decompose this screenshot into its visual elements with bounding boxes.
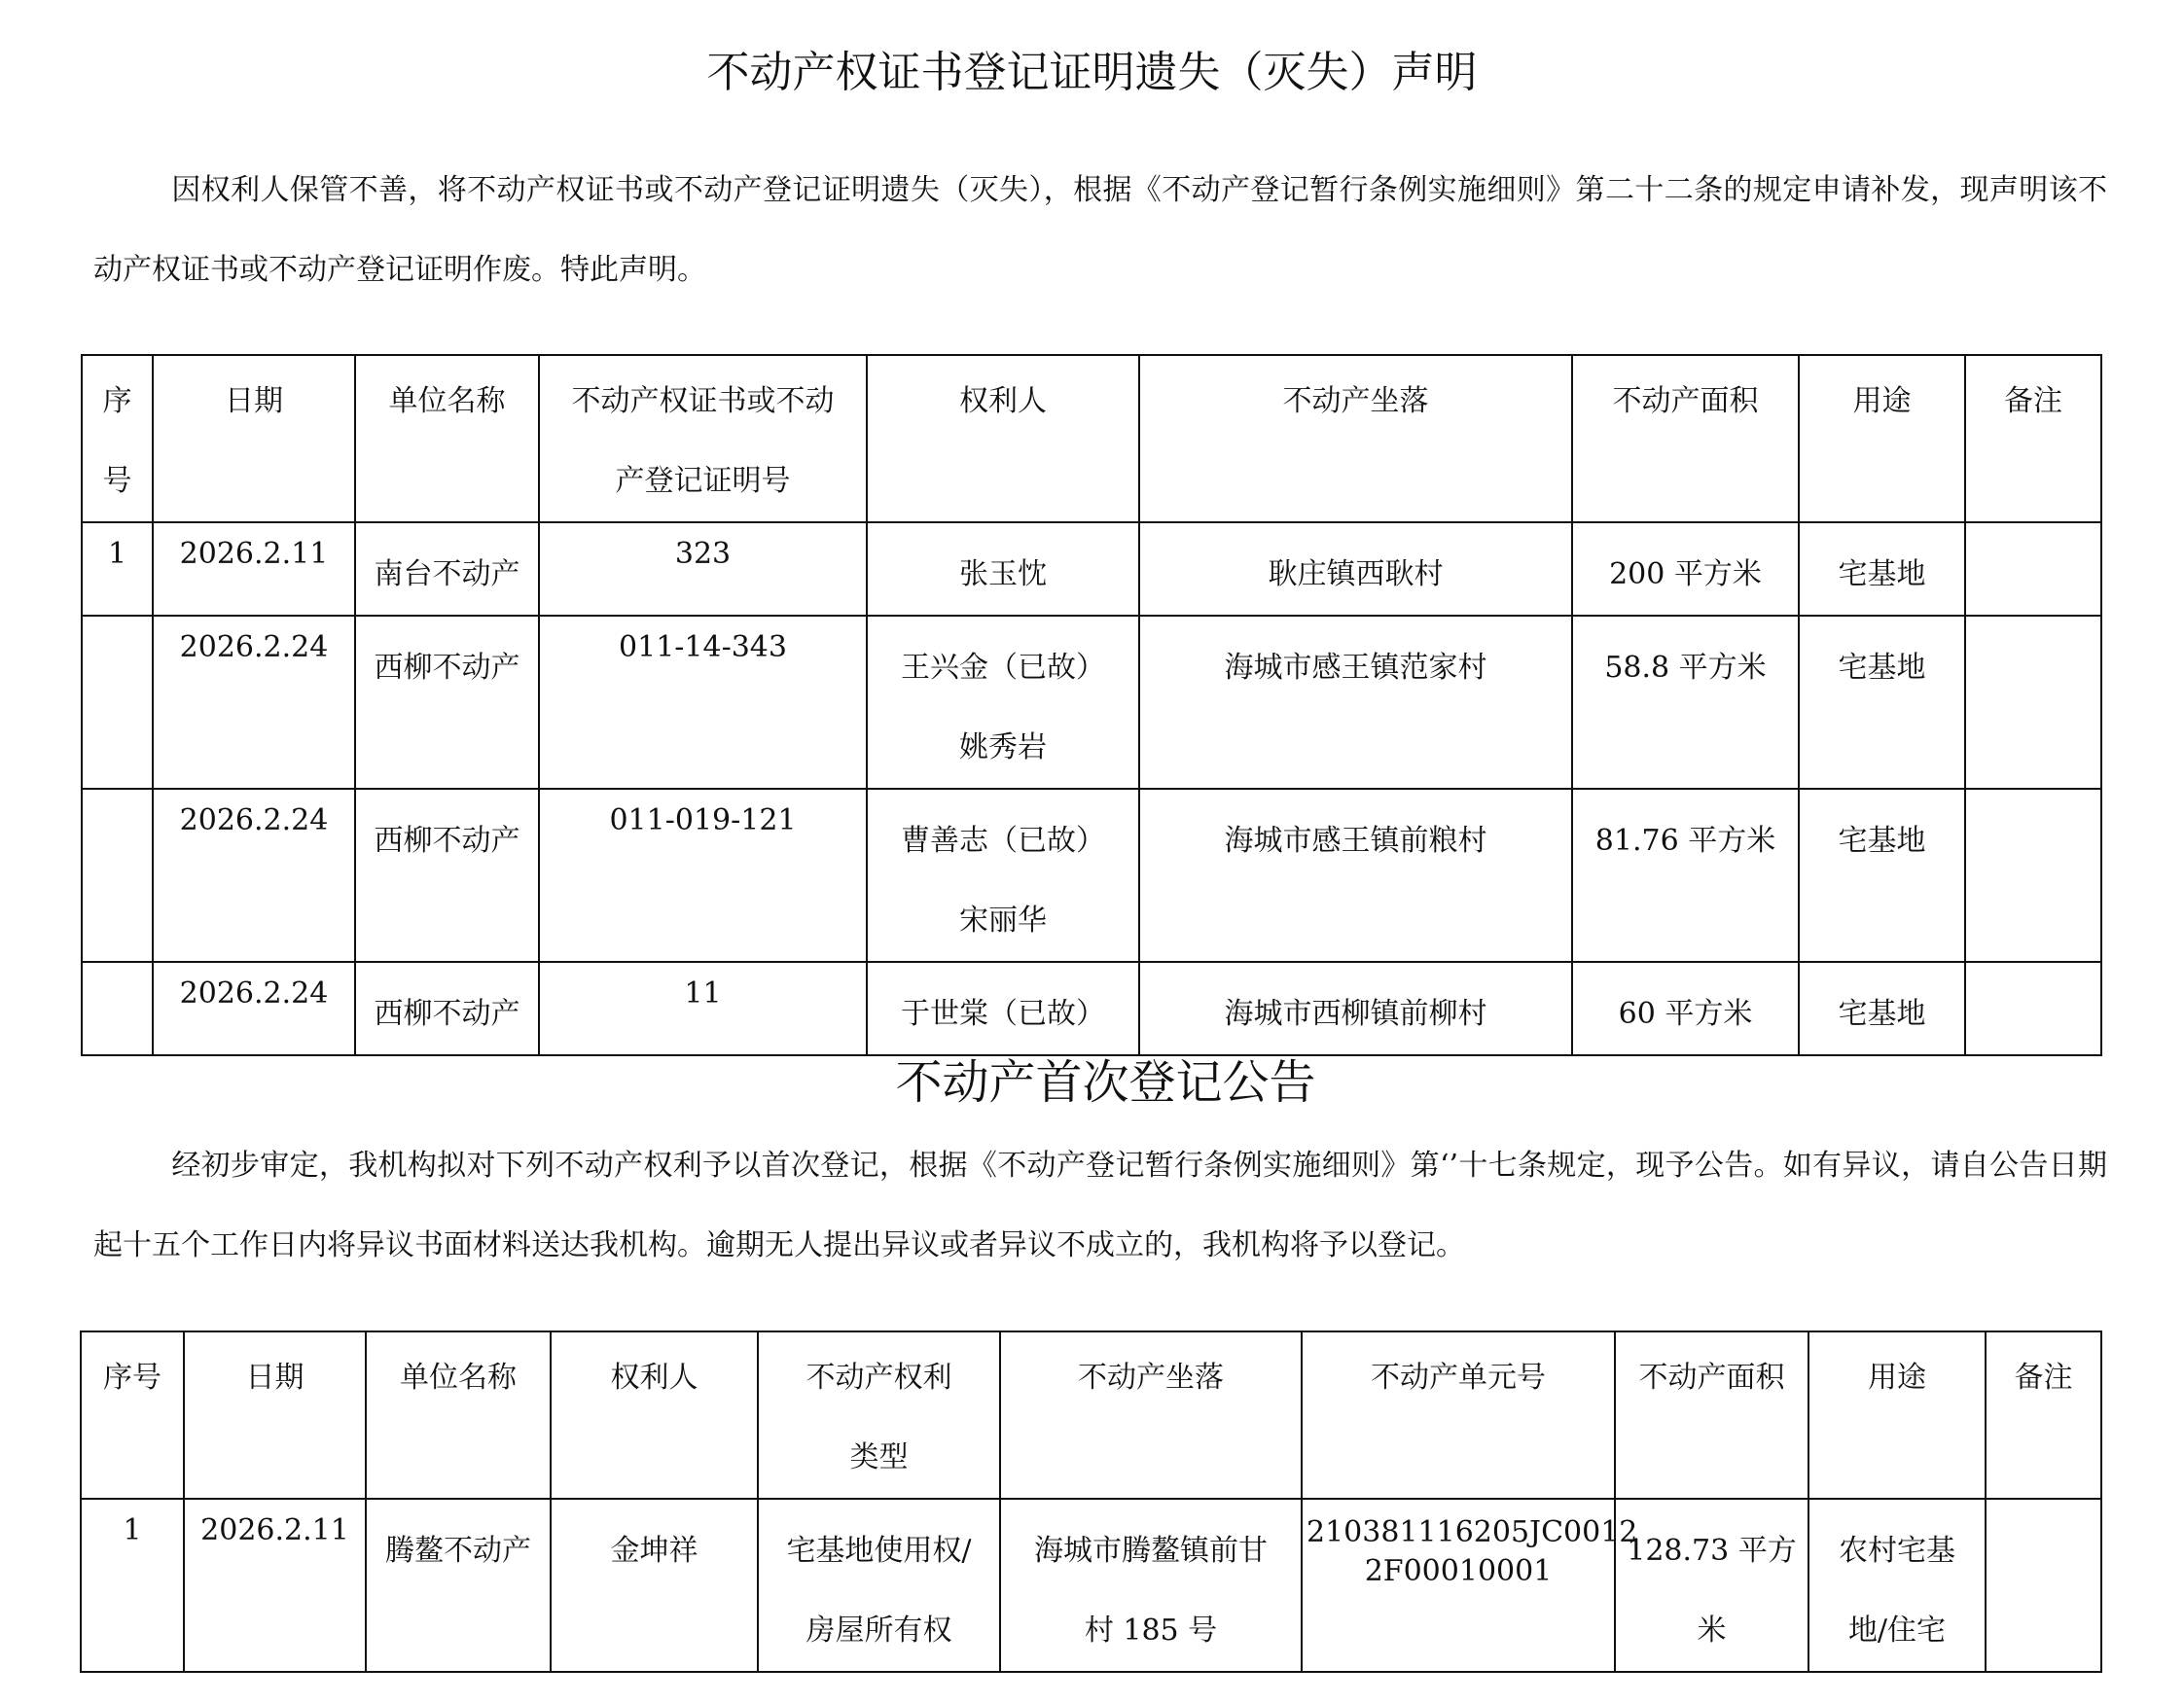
header-owner: 权利人	[551, 1331, 758, 1499]
cell-owner: 王兴金（已故） 姚秀岩	[867, 616, 1139, 789]
header-seq: 序号	[81, 1331, 184, 1499]
cell-usage: 宅基地	[1799, 616, 1965, 789]
cell-remark	[1965, 962, 2101, 1055]
cell-owner: 曹善志（已故） 宋丽华	[867, 789, 1139, 962]
cell-right-type: 宅基地使用权/ 房屋所有权	[758, 1499, 1000, 1672]
header-location: 不动产坐落	[1000, 1331, 1302, 1499]
cell-unit: 西柳不动产	[355, 789, 539, 962]
header-remark: 备注	[1965, 355, 2101, 522]
cell-seq: 1	[82, 522, 153, 616]
table-header-row	[81, 1331, 2101, 1499]
cell-remark	[1965, 789, 2101, 962]
cell-usage: 宅基地	[1799, 522, 1965, 616]
cell-owner: 于世棠（已故）	[867, 962, 1139, 1055]
table-row	[81, 1499, 2101, 1672]
header-right-type: 不动产权利 类型	[758, 1331, 1000, 1499]
first-registration-table	[80, 1330, 2102, 1673]
cell-unit: 腾鳌不动产	[366, 1499, 551, 1672]
cell-location: 耿庄镇西耿村	[1139, 522, 1572, 616]
table-row	[82, 522, 2101, 616]
cell-unit: 西柳不动产	[355, 962, 539, 1055]
cell-remark	[1986, 1499, 2101, 1672]
cell-remark	[1965, 522, 2101, 616]
first-registration-notice-title: 不动产首次登记公告	[895, 1055, 1316, 1110]
header-usage: 用途	[1808, 1331, 1986, 1499]
lost-certificate-declaration-paragraph	[93, 151, 2107, 310]
cell-usage: 宅基地	[1799, 962, 1965, 1055]
header-usage: 用途	[1799, 355, 1965, 522]
cell-date: 2026.2.24	[153, 962, 355, 1055]
cell-seq: 1	[81, 1499, 184, 1672]
header-location: 不动产坐落	[1139, 355, 1572, 522]
header-date: 日期	[184, 1331, 366, 1499]
cell-owner: 金坤祥	[551, 1499, 758, 1672]
cell-remark	[1965, 616, 2101, 789]
paragraph-text: 因权利人保管不善，将不动产权证书或不动产登记证明遗失（灭失），根据《不动产登记暂行条例实施细则》第二十二条的规定申请补发，现声明该不动产权证书或不动产登记证明作废。特此声明。	[93, 173, 2107, 287]
cell-cert: 011-019-121	[539, 789, 867, 962]
cell-seq	[82, 962, 153, 1055]
header-cert-number: 不动产权证书或不动 产登记证明号	[539, 355, 867, 522]
cell-location: 海城市感王镇范家村	[1139, 616, 1572, 789]
cell-date: 2026.2.11	[153, 522, 355, 616]
cell-unit-number: 210381116205JC0012 2F00010001	[1302, 1499, 1615, 1672]
paragraph-text: 经初步审定，我机构拟对下列不动产权利予以首次登记，根据《不动产登记暂行条例实施细则》第‘’十七条规定，现予公告。如有异议，请自公告日期起十五个工作日内将异议书面材料送达我机构。逾期无人提出异议或者异议不成立的，我机构将予以登记。	[93, 1149, 2107, 1262]
cell-cert: 323	[539, 522, 867, 616]
header-area: 不动产面积	[1615, 1331, 1808, 1499]
lost-certificate-table	[81, 354, 2102, 1056]
cell-usage: 农村宅基 地/住宅	[1808, 1499, 1986, 1672]
cell-unit: 南台不动产	[355, 522, 539, 616]
cell-date: 2026.2.11	[184, 1499, 366, 1672]
cell-unit: 西柳不动产	[355, 616, 539, 789]
header-seq: 序 号	[82, 355, 153, 522]
header-unit: 单位名称	[355, 355, 539, 522]
header-date: 日期	[153, 355, 355, 522]
cell-seq	[82, 789, 153, 962]
cell-owner: 张玉忱	[867, 522, 1139, 616]
cell-cert: 11	[539, 962, 867, 1055]
table-row	[82, 962, 2101, 1055]
table-row	[82, 616, 2101, 789]
header-remark: 备注	[1986, 1331, 2101, 1499]
lost-certificate-declaration-title: 不动产权证书登记证明遗失（灭失）声明	[706, 48, 1478, 97]
table-header-row	[82, 355, 2101, 522]
cell-area: 81.76 平方米	[1572, 789, 1799, 962]
cell-seq	[82, 616, 153, 789]
cell-location: 海城市感王镇前粮村	[1139, 789, 1572, 962]
header-unit: 单位名称	[366, 1331, 551, 1499]
cell-area: 60 平方米	[1572, 962, 1799, 1055]
first-registration-notice-paragraph	[93, 1126, 2107, 1286]
cell-date: 2026.2.24	[153, 789, 355, 962]
cell-date: 2026.2.24	[153, 616, 355, 789]
cell-area: 58.8 平方米	[1572, 616, 1799, 789]
header-area: 不动产面积	[1572, 355, 1799, 522]
cell-usage: 宅基地	[1799, 789, 1965, 962]
cell-cert: 011-14-343	[539, 616, 867, 789]
header-unit-number: 不动产单元号	[1302, 1331, 1615, 1499]
table-row	[82, 789, 2101, 962]
cell-location: 海城市西柳镇前柳村	[1139, 962, 1572, 1055]
cell-area: 200 平方米	[1572, 522, 1799, 616]
cell-location: 海城市腾鳌镇前甘 村 185 号	[1000, 1499, 1302, 1672]
cell-area: 128.73 平方 米	[1615, 1499, 1808, 1672]
header-owner: 权利人	[867, 355, 1139, 522]
